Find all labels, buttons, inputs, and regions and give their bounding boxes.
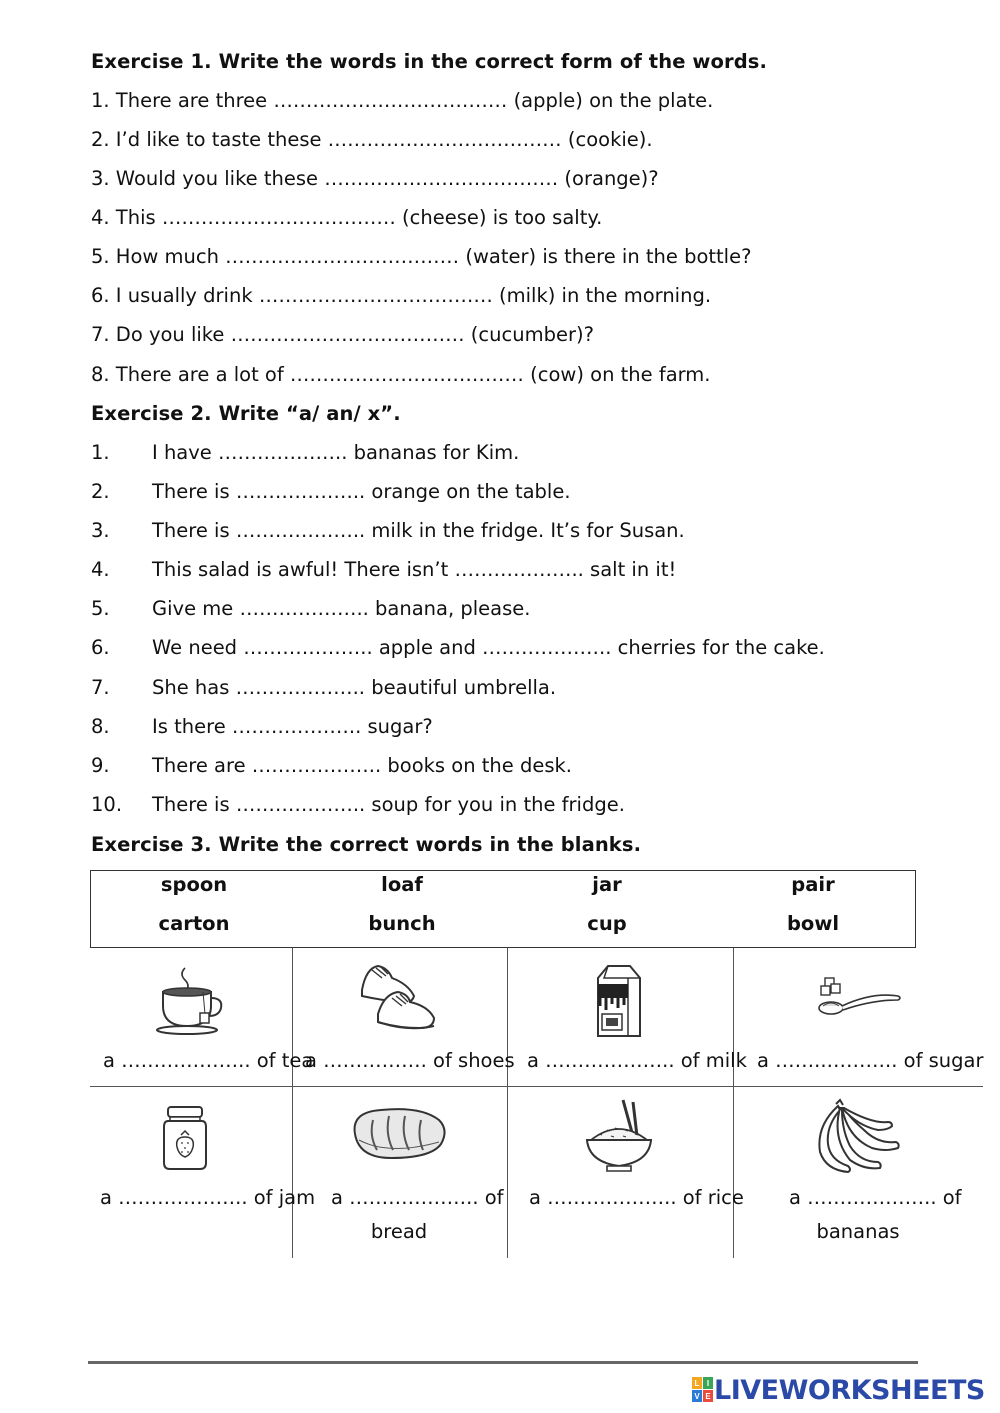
word-loaf: loaf [381,873,423,896]
rice-bowl-icon [583,1096,655,1176]
caption-jam: a ……………….. of jam [100,1186,316,1209]
liveworksheets-badge-icon [692,1377,714,1403]
svg-text:V: V [694,1392,700,1401]
grid-divider [292,948,293,1258]
jam-jar-icon [160,1103,210,1171]
caption-bananas: a ……………….. of [789,1186,962,1209]
ex2-text-10: There is ……………….. soup for you in the fridge. [152,793,625,816]
liveworksheets-brand: LIVEWORKSHEETS [714,1374,985,1406]
caption-bananas-word: bananas [816,1220,900,1243]
ex2-text-4: This salad is awful! There isn’t ……………….. salt in it! [152,558,677,581]
exercise-1-title: Exercise 1. Write the words in the correct form of the words. [91,50,768,73]
caption-sugar: a ……..……….. of sugar [757,1049,984,1072]
ex2-text-3: There is ……………….. milk in the fridge. It’s for Susan. [152,519,685,542]
ex2-text-8: Is there ……………….. sugar? [152,715,433,738]
caption-milk: a ……………….. of milk [527,1049,747,1072]
ex2-num-1: 1. [91,441,110,464]
ex2-num-6: 6. [91,636,110,659]
ex2-num-2: 2. [91,480,110,503]
ex1-item-4: 4. This ……………………………… (cheese) is too salty. [91,206,603,229]
ex2-num-4: 4. [91,558,110,581]
ex1-item-3: 3. Would you like these ……………………………… (orange)? [91,167,659,190]
svg-text:E: E [705,1392,711,1401]
caption-tea: a ……………….. of tea [103,1049,314,1072]
exercise-3-title: Exercise 3. Write the correct words in the blanks. [91,833,642,856]
footer-divider [88,1361,918,1364]
word-pair: pair [791,873,835,896]
svg-text:I: I [706,1379,710,1388]
ex2-num-7: 7. [91,676,110,699]
ex1-item-6: 6. I usually drink ……………………………… (milk) in the morning. [91,284,712,307]
ex1-item-5: 5. How much ……………………………… (water) is there in the bottle? [91,245,752,268]
caption-bread: a ……………….. of [331,1186,504,1209]
ex1-item-2: 2. I’d like to taste these ……………………………… (cookie). [91,128,653,151]
caption-shoes: a ……………. of shoes [305,1049,515,1072]
ex2-text-5: Give me ……………….. banana, please. [152,597,531,620]
caption-rice: a ……………….. of rice [529,1186,744,1209]
shoes-icon [358,960,438,1036]
grid-divider [507,948,508,1258]
ex2-num-5: 5. [91,597,110,620]
ex1-item-1: 1. There are three ……………………………… (apple) on the plate. [91,89,714,112]
milk-carton-icon [592,960,644,1040]
ex1-item-8: 8. There are a lot of ……………………………… (cow) on the farm. [91,363,711,386]
grid-divider [733,948,734,1258]
caption-bread-word: bread [370,1220,428,1243]
ex2-num-10: 10. [91,793,123,816]
ex2-text-2: There is ……………….. orange on the table. [152,480,571,503]
ex1-item-7: 7. Do you like ……………………………… (cucumber)? [91,323,594,346]
grid-row-divider [90,1086,983,1087]
teacup-icon [155,962,227,1036]
word-jar: jar [592,873,622,896]
word-spoon: spoon [160,873,228,896]
bananas-icon [812,1098,902,1176]
ex2-text-7: She has ……………….. beautiful umbrella. [152,676,557,699]
sugar-spoon-icon [815,972,905,1022]
ex2-num-8: 8. [91,715,110,738]
word-bowl: bowl [786,912,840,935]
liveworksheets-logo [692,1375,985,1405]
ex2-text-6: We need ……………….. apple and ……………….. cherries for the cake. [152,636,825,659]
bread-loaf-icon [349,1104,449,1162]
exercise-2-title: Exercise 2. Write “a/ an/ x”. [91,402,401,425]
svg-text:L: L [694,1379,700,1388]
ex2-num-3: 3. [91,519,110,542]
word-carton: carton [158,912,230,935]
ex2-text-1: I have ……………….. bananas for Kim. [152,441,520,464]
word-cup: cup [587,912,627,935]
ex2-text-9: There are ……………….. books on the desk. [152,754,572,777]
word-bunch: bunch [368,912,436,935]
ex2-num-9: 9. [91,754,110,777]
